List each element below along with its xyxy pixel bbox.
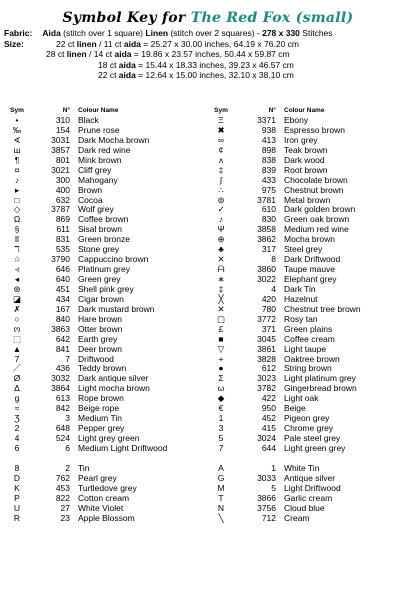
colour-name: Medium Tin (78, 413, 122, 424)
header-name: Colour Name (284, 107, 325, 114)
colour-name: Hazelnut (284, 293, 318, 304)
symbol-glyph: ♣ (218, 244, 224, 255)
list-item (210, 514, 410, 524)
list-item (210, 186, 410, 196)
colour-name: Light platinum grey (284, 373, 356, 384)
symbol-glyph: ∴ (218, 184, 224, 195)
symbol-glyph: ／ (12, 363, 22, 374)
colour-name: Dark mustard brown (78, 303, 155, 314)
thread-number: 642 (55, 333, 70, 344)
symbol-glyph: ∗ (217, 274, 225, 284)
symbol-glyph: § (14, 224, 20, 235)
colour-name: Chestnut brown (284, 184, 344, 195)
thread-number: 23 (60, 512, 70, 523)
colour-name: Mocha brown (284, 234, 336, 245)
size-line-2: 28 ct linen / 14 ct aida = 19.86 x 23.57 inches, 50.44 x 59.87 cm (46, 49, 290, 59)
colour-name: Turtledove grey (78, 482, 137, 493)
symbol-glyph: ¤ (14, 164, 20, 175)
thread-number: 975 (261, 184, 276, 195)
colour-name: Wolf grey (78, 204, 114, 215)
symbol-glyph: ω (217, 383, 225, 394)
thread-number: 3863 (51, 323, 70, 334)
size-label: Size: (4, 38, 24, 49)
symbol-glyph: ℸ (14, 244, 20, 255)
colour-name: Light taupe (284, 343, 327, 354)
colour-name: Pale steel grey (284, 433, 341, 443)
thread-number: 3033 (257, 472, 276, 483)
thread-number: 154 (55, 124, 70, 135)
thread-number: 3021 (51, 164, 70, 175)
thread-number: 3787 (51, 204, 70, 215)
list-item (6, 176, 206, 186)
colour-name: Earth grey (78, 333, 118, 344)
symbol-glyph: ო (13, 323, 21, 334)
thread-number: 838 (261, 154, 276, 165)
colour-name: Cotton cream (78, 492, 130, 503)
colour-name: Stone grey (78, 244, 120, 255)
thread-number: 640 (55, 274, 70, 284)
list-item (6, 345, 206, 355)
colour-name: Light mocha brown (78, 383, 150, 394)
symbol-glyph: ≈ (14, 403, 20, 414)
fabric-linen: Linen (145, 28, 169, 38)
symbol-glyph: ▲ (12, 343, 22, 354)
symbol-glyph: 7 (14, 353, 20, 364)
page-title (0, 0, 416, 28)
symbol-glyph: + (218, 353, 224, 364)
symbol-glyph: D (13, 472, 21, 483)
colour-name: Platinum grey (78, 264, 130, 275)
colour-name: Driftwood (78, 353, 114, 364)
thread-number: 3371 (257, 115, 276, 125)
thread-number: 451 (55, 283, 70, 294)
symbol-glyph: ▸ (14, 184, 20, 195)
symbol-glyph: ⬚ (12, 333, 22, 344)
symbol-glyph: g (14, 393, 20, 404)
symbol-glyph: ✕ (217, 254, 225, 265)
fabric-aida: Aida (42, 28, 61, 38)
colour-name: Apple Blossom (78, 512, 135, 523)
thread-number: 3031 (51, 134, 70, 145)
thread-number: 7 (65, 353, 70, 364)
thread-number: 830 (261, 214, 276, 225)
thread-number: 3024 (257, 433, 276, 443)
list-item (210, 394, 410, 404)
thread-number: 648 (55, 423, 70, 434)
fabric-aida-desc: (stitch over 1 square) (63, 28, 144, 38)
thread-number: 3023 (257, 373, 276, 384)
thread-number: 610 (261, 204, 276, 215)
colour-name: Brown (78, 184, 103, 195)
thread-number: 3861 (257, 343, 276, 354)
list-item (6, 444, 206, 464)
colour-name: Pigeon grey (284, 413, 330, 424)
colour-name: Dark golden brown (284, 204, 356, 215)
thread-number: 938 (261, 124, 276, 135)
colour-name: White Tin (284, 462, 320, 473)
colour-name: Cream (284, 512, 310, 523)
colour-name: Otter brown (78, 323, 123, 334)
symbol-glyph: 1 (218, 413, 224, 424)
thread-number: 5 (271, 482, 276, 493)
thread-number: 6 (65, 442, 70, 453)
symbol-glyph: ‡ (218, 283, 224, 294)
thread-number: 3022 (257, 274, 276, 284)
colour-name: Cloud blue (284, 502, 325, 513)
thread-number: 2 (65, 462, 70, 473)
colour-name: Beige rope (78, 403, 120, 414)
colour-name: Teak brown (284, 144, 328, 155)
colour-name: Oaktree brown (284, 353, 340, 364)
colour-name: Light oak (284, 393, 319, 404)
colour-name: Tin (78, 462, 90, 473)
right-column-header (210, 106, 410, 116)
fabric-info (0, 28, 416, 81)
colour-name: Chocolate brown (284, 174, 348, 185)
colour-name: String brown (284, 363, 332, 374)
thread-number: 422 (261, 393, 276, 404)
symbol-glyph: ▽ (217, 343, 225, 354)
thread-number: 420 (261, 293, 276, 304)
symbol-glyph: K (14, 482, 20, 493)
colour-name: Black (78, 115, 99, 125)
list-item (6, 186, 206, 196)
thread-number: 3862 (257, 234, 276, 245)
thread-number: 3857 (51, 144, 70, 155)
colour-name: Dark Mocha brown (78, 134, 150, 145)
stitch-count-label: Stitches (302, 28, 333, 38)
thread-number: 300 (55, 174, 70, 185)
thread-number: 780 (261, 303, 276, 314)
symbol-glyph: ʬ (14, 234, 20, 245)
symbol-glyph: ◇ (13, 204, 21, 215)
symbol-glyph: N (217, 502, 225, 513)
symbol-glyph: ⊚ (217, 194, 225, 205)
symbol-glyph: □ (14, 194, 20, 205)
symbol-glyph: ✕ (217, 303, 225, 314)
header-num: N° (268, 107, 276, 114)
symbol-glyph: ¢ (218, 144, 224, 155)
symbol-glyph: ╳ (218, 293, 224, 304)
symbol-glyph: 3 (218, 423, 224, 434)
thread-number: 453 (55, 482, 70, 493)
colour-name: Beige (284, 403, 306, 414)
thread-number: 3781 (257, 194, 276, 205)
fabric-linen-desc: (stitch over 2 squares) - (170, 28, 260, 38)
colour-name: Green plains (284, 323, 333, 334)
thread-number: 831 (55, 234, 70, 245)
left-column-header (6, 106, 206, 116)
symbol-glyph: G (217, 472, 225, 483)
title-pattern-name: The Red Fox (small) (190, 10, 354, 26)
symbol-glyph: 2 (14, 423, 20, 434)
symbol-glyph: ♪ (218, 214, 224, 225)
colour-name: Green grey (78, 274, 121, 284)
symbol-glyph: Ψ (217, 224, 225, 235)
thread-number: 840 (55, 313, 70, 324)
list-item (210, 345, 410, 355)
colour-name: Coffee brown (78, 214, 129, 225)
colour-name: Antique silver (284, 472, 336, 483)
symbol-glyph: ⊕ (217, 234, 225, 245)
colour-name: White Violet (78, 502, 124, 513)
colour-name: Green bronze (78, 234, 130, 245)
colour-name: Rope brown (78, 393, 124, 404)
colour-name: Light grey green (78, 433, 140, 443)
thread-number: 611 (56, 224, 70, 235)
thread-number: 3858 (257, 224, 276, 235)
colour-name: Ebony (284, 115, 309, 125)
colour-name: Cliff grey (78, 164, 112, 175)
colour-name: Mahogany (78, 174, 118, 185)
symbol-glyph: Ω (13, 214, 21, 225)
symbol-glyph: U (13, 502, 21, 513)
size-line-4: 22 ct aida = 12.64 x 15.00 inches, 32.10 x 38.10 cm (98, 70, 294, 80)
colour-name: Cappuccino brown (78, 254, 149, 265)
symbol-glyph: T (218, 492, 224, 503)
colour-name: Garlic cream (284, 492, 333, 503)
list-item (6, 514, 206, 524)
thread-number: 371 (261, 323, 276, 334)
symbol-glyph: M (217, 482, 225, 493)
thread-number: 898 (261, 144, 276, 155)
colour-name: Cigar brown (78, 293, 124, 304)
symbol-glyph: ⊛ (13, 283, 21, 294)
colour-name: Light Driftwood (284, 482, 341, 493)
thread-number: 434 (55, 293, 70, 304)
colour-name: Root brown (284, 164, 328, 175)
colour-name: Sisal brown (78, 224, 122, 235)
thread-number: 1 (271, 462, 276, 473)
thread-number: 27 (60, 502, 70, 513)
thread-number: 413 (261, 134, 276, 145)
symbol-glyph: ◆ (217, 393, 225, 404)
fabric-label: Fabric: (4, 28, 33, 38)
thread-number: 842 (55, 403, 70, 414)
thread-number: 167 (55, 303, 70, 314)
thread-number: 3045 (257, 333, 276, 344)
colour-name: Chrome grey (284, 423, 334, 434)
symbol-glyph: ◃ (14, 264, 20, 275)
colour-name: Iron grey (284, 134, 318, 145)
thread-number: 524 (55, 433, 70, 443)
colour-name: Dark antique silver (78, 373, 149, 384)
symbol-glyph: 4 (14, 433, 20, 443)
symbol-glyph: A (218, 462, 224, 473)
colour-name: Dark wood (284, 154, 325, 165)
colour-name: Gingerbread brown (284, 383, 357, 394)
right-column (210, 106, 410, 523)
colour-name: Deer brown (78, 343, 122, 354)
list-item (210, 444, 410, 454)
title-prefix: Symbol Key for (62, 10, 186, 26)
symbol-glyph: ╲ (218, 512, 224, 523)
header-name: Colour Name (78, 107, 119, 114)
colour-name: Medium red wine (284, 224, 349, 235)
thread-number: 317 (261, 244, 276, 255)
colour-name: Light green grey (284, 442, 346, 453)
symbol-glyph: 5 (218, 433, 224, 443)
colour-name: Dark Tin (284, 283, 316, 294)
colour-name: Espresso brown (284, 124, 345, 135)
thread-number: 646 (55, 264, 70, 275)
thread-number: 869 (55, 214, 70, 225)
colour-name: Shell pink grey (78, 283, 134, 294)
header-sym: Sym (10, 107, 24, 114)
thread-number: 8 (271, 254, 276, 265)
symbol-glyph: 6 (14, 442, 20, 453)
thread-number: 436 (55, 363, 70, 374)
colour-name: Medium Light Driftwood (78, 442, 168, 453)
thread-number: 3864 (51, 383, 70, 394)
symbol-glyph: • (15, 115, 19, 125)
colour-name: Pepper grey (78, 423, 125, 434)
colour-name: Chestnut tree brown (284, 303, 361, 314)
thread-number: 950 (261, 403, 276, 414)
colour-name: Rosy tan (284, 313, 318, 324)
thread-number: 3828 (257, 353, 276, 364)
symbol-glyph: ‰ (12, 124, 22, 135)
symbol-glyph: ‡ (218, 164, 224, 175)
symbol-glyph: 7 (218, 442, 224, 453)
thread-number: 3790 (51, 254, 70, 265)
thread-number: 613 (55, 393, 70, 404)
thread-number: 400 (55, 184, 70, 195)
symbol-glyph: Ø (13, 373, 21, 384)
colour-name: Pearl grey (78, 472, 117, 483)
symbol-glyph: ✗ (13, 303, 21, 314)
colour-name: Metal brown (284, 194, 331, 205)
thread-number: 841 (55, 343, 70, 354)
colour-name: Mink brown (78, 154, 122, 165)
symbol-glyph: ✖ (217, 124, 225, 135)
symbol-glyph: P (14, 492, 20, 503)
thread-number: 535 (55, 244, 70, 255)
symbol-glyph: € (218, 403, 224, 414)
header-num: N° (62, 107, 70, 114)
colour-name: Teddy brown (78, 363, 127, 374)
colour-name: Prune rose (78, 124, 120, 135)
thread-number: 4 (271, 283, 276, 294)
thread-number: 452 (261, 413, 276, 424)
left-column (6, 106, 206, 523)
symbol-glyph: ʃ (220, 174, 222, 185)
colour-name: Hare brown (78, 313, 122, 324)
thread-number: 712 (261, 512, 276, 523)
symbol-glyph: ʌ (218, 154, 224, 165)
colour-name: Steel grey (284, 244, 323, 255)
thread-number: 822 (55, 492, 70, 503)
size-line-3: 18 ct aida = 15.44 x 18.33 inches, 39.23 x 46.57 cm (98, 59, 294, 70)
symbol-glyph: R (13, 512, 21, 523)
symbol-glyph: ∞ (217, 134, 225, 145)
symbol-glyph: ш (13, 144, 21, 155)
list-item (210, 504, 410, 514)
thread-number: 3 (65, 413, 70, 424)
thread-number: 762 (55, 472, 70, 483)
thread-number: 3866 (257, 492, 276, 503)
symbol-glyph: ☆ (13, 254, 21, 265)
symbol-glyph: 8 (14, 462, 20, 473)
thread-number: 839 (261, 164, 276, 175)
thread-number: 801 (55, 154, 70, 165)
colour-name: Cocoa (78, 194, 103, 205)
thread-number: 632 (55, 194, 70, 205)
thread-number: 644 (261, 442, 276, 453)
thread-number: 3772 (257, 313, 276, 324)
header-sym: Sym (214, 107, 228, 114)
size-line-1: Size: 22 ct linen / 11 ct aida = 25.27 x 30.00 inches, 64.19 x 76.20 cm (4, 38, 299, 49)
symbol-glyph: ♪ (14, 174, 20, 185)
colour-name: Green oak brown (284, 214, 350, 225)
thread-number: 433 (261, 174, 276, 185)
symbol-glyph: ■ (218, 333, 224, 344)
symbol-glyph: ¶ (14, 154, 20, 165)
symbol-glyph: Ʒ (14, 413, 20, 424)
thread-number: 310 (55, 115, 70, 125)
thread-number: 3756 (257, 502, 276, 513)
thread-number: 612 (261, 363, 276, 374)
symbol-glyph: Ξ (218, 115, 224, 125)
symbol-glyph: ✓ (217, 204, 225, 215)
symbol-glyph: ∢ (13, 134, 21, 145)
symbol-glyph: ◂ (14, 274, 20, 284)
symbol-glyph: ○ (14, 313, 20, 324)
thread-number: 3032 (51, 373, 70, 384)
colour-name: Dark red wine (78, 144, 131, 155)
stitch-count: 278 x 330 (262, 28, 300, 38)
symbol-glyph: ᗩ (217, 264, 225, 275)
symbol-glyph: £ (218, 323, 224, 334)
colour-name: Elephant grey (284, 274, 337, 284)
colour-name: Dark Driftwood (284, 254, 341, 265)
colour-name: Taupe mauve (284, 264, 336, 275)
symbol-glyph: ▢ (216, 313, 226, 324)
colour-name: Coffee cream (284, 333, 335, 344)
symbol-glyph: Σ (218, 373, 224, 384)
thread-number: 3860 (257, 264, 276, 275)
symbol-glyph: ● (218, 363, 224, 374)
thread-number: 3782 (257, 383, 276, 394)
thread-number: 415 (261, 423, 276, 434)
symbol-glyph: ◪ (12, 293, 22, 304)
symbol-glyph: Δ (14, 383, 20, 394)
